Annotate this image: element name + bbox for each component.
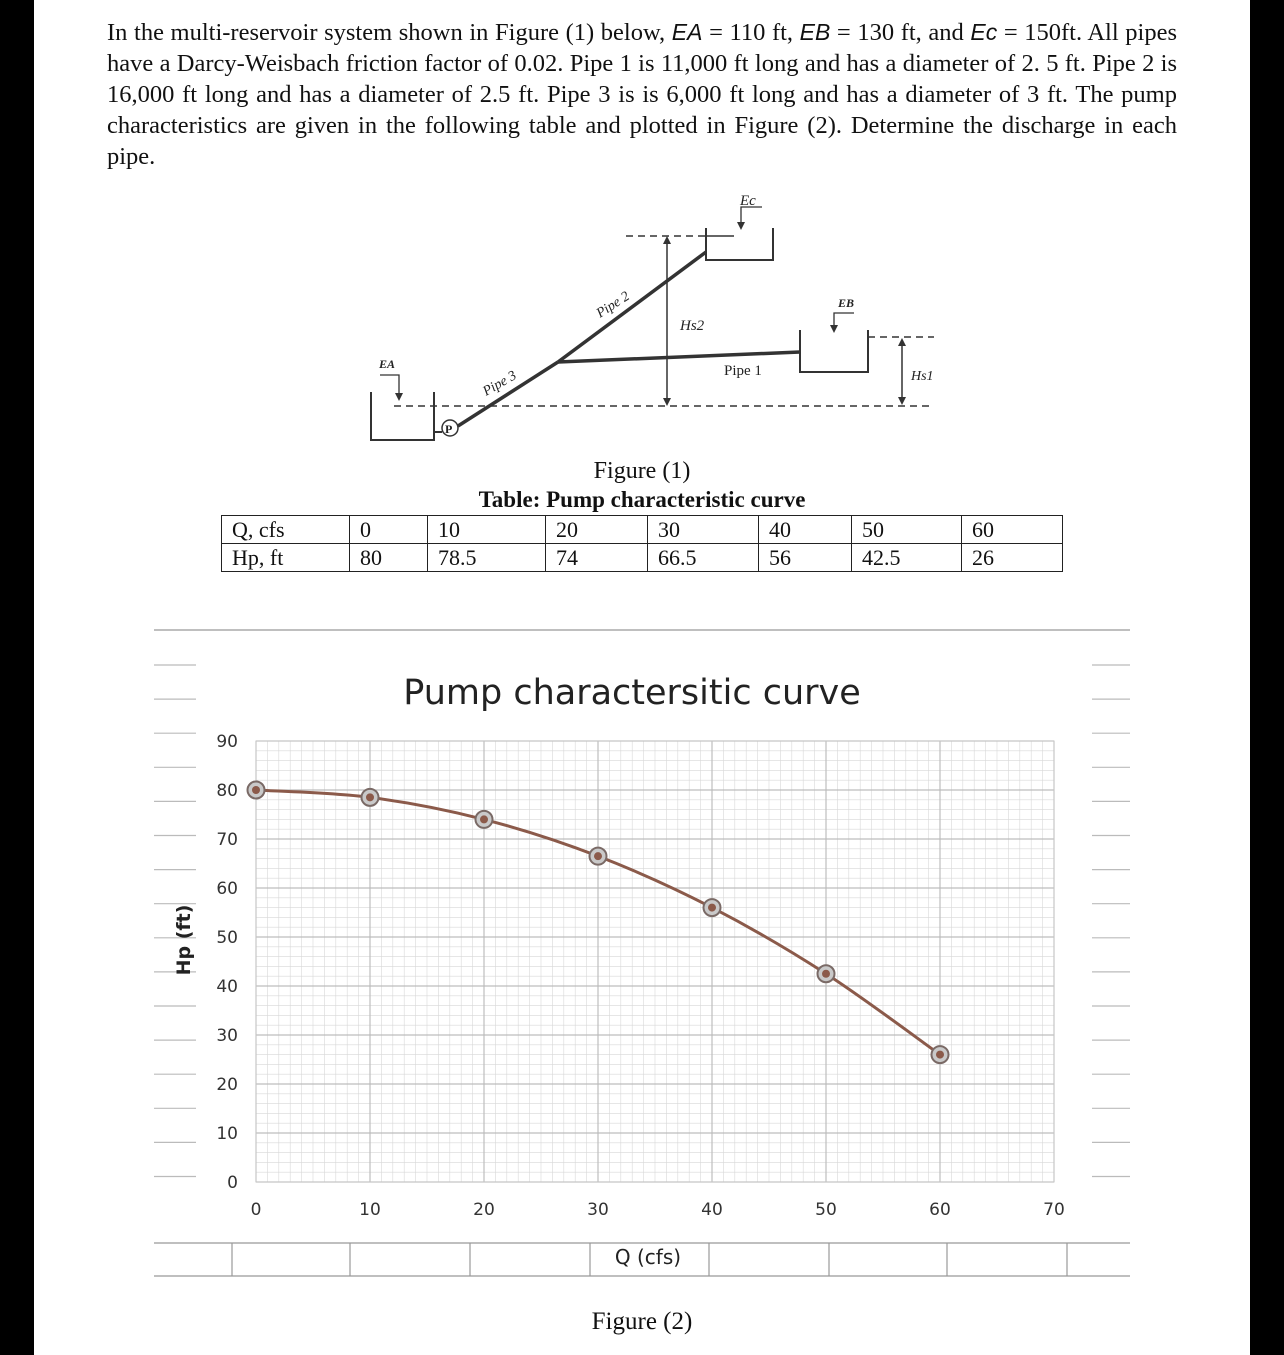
x-tick-label: 70 [1043, 1200, 1065, 1220]
pipe-2 [558, 252, 706, 362]
x-tick-label: 60 [929, 1200, 951, 1220]
table-title: Table: Pump characteristic curve [478, 487, 806, 512]
data-point [818, 965, 835, 982]
pump-curve-chart [34, 600, 1250, 1355]
y-tick-label: 60 [216, 879, 238, 899]
y-tick-label: 40 [216, 977, 238, 997]
data-point [932, 1046, 949, 1063]
table-cell: 60 [962, 516, 1063, 544]
table-cell: 20 [546, 516, 648, 544]
table-row [222, 544, 1063, 572]
pipe-1 [558, 352, 800, 362]
pump-label: P [445, 422, 453, 436]
reservoir-b [800, 330, 868, 372]
pipe-3-label: Pipe 3 [480, 368, 520, 400]
eb-label: EB [838, 296, 855, 310]
data-point [590, 848, 607, 865]
chart-title: Pump charactersitic curve [403, 673, 861, 713]
problem-text-4: = 150ft. All pipes have a Darcy-Weisbach friction factor of 0.02. Pipe 1 is 11,000 ft long and has a diameter of 2. 5 ft. Pipe 2 is 16,000 ft long and has a diameter of 2.5 ft. Pipe 3 is is 6,000 ft long and has a diameter of 3 ft. The pump characteristics are given in the following table and plotted in Figure (2). Determine the discharge in each pipe. [107, 19, 1177, 170]
table-cell: 50 [852, 516, 962, 544]
problem-text-1: In the multi-reservoir system shown in Figure (1) below, [107, 19, 672, 46]
var-ea: EA [671, 19, 703, 45]
table-cell: 10 [428, 516, 546, 544]
reservoir-c [706, 228, 773, 260]
y-tick-label: 20 [216, 1075, 238, 1095]
ec-label: Ec [740, 193, 756, 209]
reservoir-schematic [34, 0, 1250, 480]
table-cell: 78.5 [428, 544, 546, 572]
x-tick-label: 30 [587, 1200, 609, 1220]
data-point [704, 899, 721, 916]
table-cell: Hp, ft [222, 544, 350, 572]
y-tick-label: 70 [216, 830, 238, 850]
y-tick-label: 80 [216, 781, 238, 801]
table-cell: 26 [962, 544, 1063, 572]
y-axis-label: Hp (ft) [173, 904, 195, 976]
table-cell: 40 [759, 516, 852, 544]
table-cell: 30 [648, 516, 759, 544]
y-tick-label: 50 [216, 928, 238, 948]
var-eb: EB [799, 19, 831, 45]
table-cell: 0 [350, 516, 428, 544]
table-cell: 56 [759, 544, 852, 572]
var-ec: Ec [970, 19, 998, 45]
data-point [362, 789, 379, 806]
x-axis-label: Q (cfs) [614, 1245, 682, 1269]
pipe-2-label: Pipe 2 [594, 289, 633, 322]
pipe-1-label: Pipe 1 [724, 363, 762, 379]
data-point [476, 811, 493, 828]
figure-2-caption: Figure (2) [591, 1308, 693, 1335]
table-cell: 42.5 [852, 544, 962, 572]
pump-table [221, 515, 1063, 572]
document-page [34, 0, 1250, 1355]
ea-label: EA [379, 357, 396, 371]
problem-text-2: = 110 ft, [702, 19, 800, 46]
y-tick-label: 90 [216, 732, 238, 752]
table-cell: 74 [546, 544, 648, 572]
x-tick-label: 0 [250, 1200, 262, 1220]
hs1-label: Hs1 [911, 369, 934, 384]
table-cell: 80 [350, 544, 428, 572]
table-cell: 66.5 [648, 544, 759, 572]
reservoir-a [371, 392, 434, 440]
figure-1-caption: Figure (1) [593, 458, 691, 484]
data-point [248, 782, 265, 799]
x-tick-label: 10 [359, 1200, 381, 1220]
x-tick-label: 40 [701, 1200, 723, 1220]
x-tick-label: 20 [473, 1200, 495, 1220]
table-row [222, 516, 1063, 544]
table-cell: Q, cfs [222, 516, 350, 544]
hs2-label: Hs2 [680, 318, 705, 334]
y-tick-label: 30 [216, 1026, 238, 1046]
problem-text-3: = 130 ft, and [830, 19, 971, 46]
y-tick-label: 10 [216, 1124, 238, 1144]
y-tick-label: 0 [227, 1173, 238, 1193]
x-tick-label: 50 [815, 1200, 837, 1220]
